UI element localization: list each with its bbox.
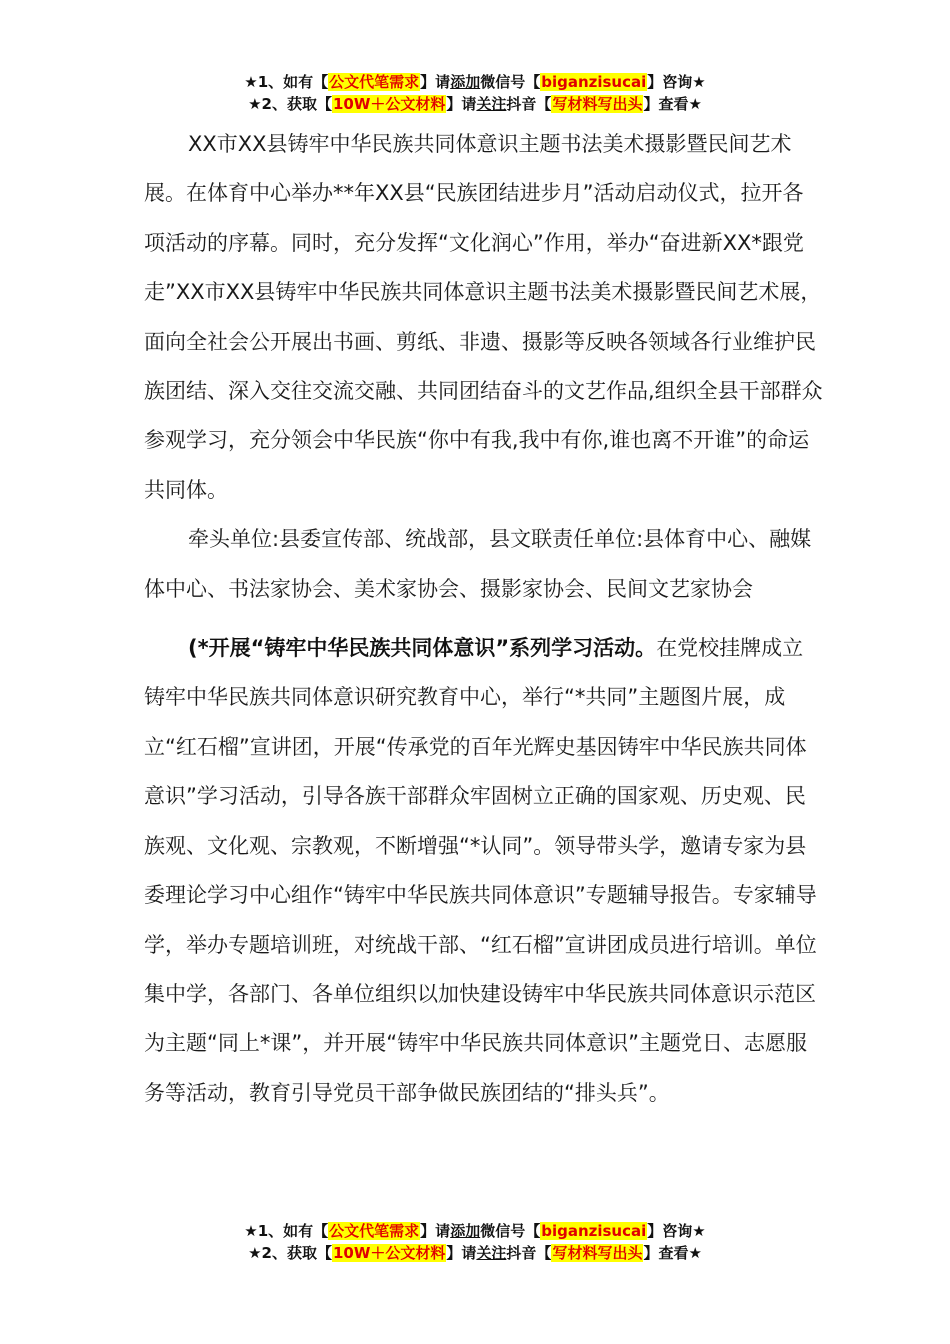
footer-line-1-text: ★1、如有【 [244, 1222, 329, 1240]
header-banner [0, 71, 950, 115]
header-line-1 [0, 71, 950, 93]
document-body [144, 120, 824, 1118]
footer-line-2-underlined: 关注 [476, 1244, 507, 1262]
paragraph-lead-units: 牵头单位:县委宣传部、统战部，县文联责任单位:县体育中心、融媒体中心、书法家协会、美术家协会、摄影家协会、民间文艺家协会 [144, 527, 812, 601]
header-line-1-text: 微信号【 [480, 73, 541, 91]
footer-line-1-text: 】咨询★ [647, 1222, 706, 1240]
header-line-2-highlight-materials: 10W＋公文材料 [332, 95, 446, 113]
footer-line-2-text: ★2、获取【 [248, 1244, 332, 1262]
header-line-1-underlined: 添加 [450, 73, 481, 91]
header-line-1-highlight-service: 公文代笔需求 [329, 73, 420, 91]
header-line-2-text: ★2、获取【 [248, 95, 332, 113]
header-line-1-text: ★1、如有【 [244, 73, 329, 91]
footer-line-1-text: 微信号【 [480, 1222, 541, 1240]
header-line-2 [0, 93, 950, 115]
footer-line-1 [0, 1220, 950, 1242]
header-line-2-text: 】请 [446, 95, 477, 113]
header-line-1-highlight-wechat: biganzisucai [541, 73, 647, 91]
footer-line-1-highlight-wechat: biganzisucai [541, 1222, 647, 1240]
footer-line-2-highlight-douyin: 写材料写出头 [552, 1244, 643, 1262]
header-line-2-highlight-douyin: 写材料写出头 [552, 95, 643, 113]
footer-line-1-text: 】请 [420, 1222, 451, 1240]
footer-line-2-highlight-materials: 10W＋公文材料 [332, 1244, 446, 1262]
footer-line-2-text: 】查看★ [643, 1244, 702, 1262]
header-line-1-text: 】请 [420, 73, 451, 91]
paragraph-study-activities-body: 在党校挂牌成立铸牢中华民族共同体意识研究教育中心，举行“*共同”主题图片展，成立“红石榴”宣讲团，开展“传承党的百年光辉史基因铸牢中华民族共同体意识”学习活动，引导各族干部群众牢固树立正确的国家观、历史观、民族观、文化观、宗教观，不断增强“*认同”。领导带头学，邀请专家为县委理论学习中心组作“铸牢中华民族共同体意识”专题辅导报告。专家辅导学，举办专题培训班，对统战干部、“红石榴”宣讲团成员进行培训。单位集中学，各部门、各单位组织以加快建设铸牢中华民族共同体意识示范区为主题“同上*课”，并开展“铸牢中华民族共同体意识”主题党日、志愿服务等活动，教育引导党员干部争做民族团结的“排头兵”。 [144, 636, 817, 1105]
footer-banner [0, 1220, 950, 1264]
footer-line-1-underlined: 添加 [450, 1222, 481, 1240]
header-line-1-text: 】咨询★ [647, 73, 706, 91]
paragraph-study-activities-heading: (*开展“铸牢中华民族共同体意识”系列学习活动。 [188, 636, 657, 661]
header-line-2-underlined: 关注 [476, 95, 507, 113]
header-line-2-text: 抖音【 [506, 95, 552, 113]
footer-line-2-text: 】请 [446, 1244, 477, 1262]
paragraph-art-exhibition: XX市XX县铸牢中华民族共同体意识主题书法美术摄影暨民间艺术展。在体育中心举办**年XX县“民族团结进步月”活动启动仪式，拉开各项活动的序幕。同时，充分发挥“文化润心”作用，举办“奋进新XX*跟党走”XX市XX县铸牢中华民族共同体意识主题书法美术摄影暨民间艺术展，面向全社会公开展出书画、剪纸、非遗、摄影等反映各领域各行业维护民族团结、深入交往交流交融、共同团结奋斗的文艺作品,组织全县干部群众参观学习，充分领会中华民族“你中有我,我中有你,谁也离不开谁”的命运共同体。 [144, 132, 823, 502]
header-line-2-text: 】查看★ [643, 95, 702, 113]
footer-line-1-highlight-service: 公文代笔需求 [329, 1222, 420, 1240]
paragraph-study-activities [144, 624, 824, 1118]
footer-line-2 [0, 1242, 950, 1264]
footer-line-2-text: 抖音【 [506, 1244, 552, 1262]
